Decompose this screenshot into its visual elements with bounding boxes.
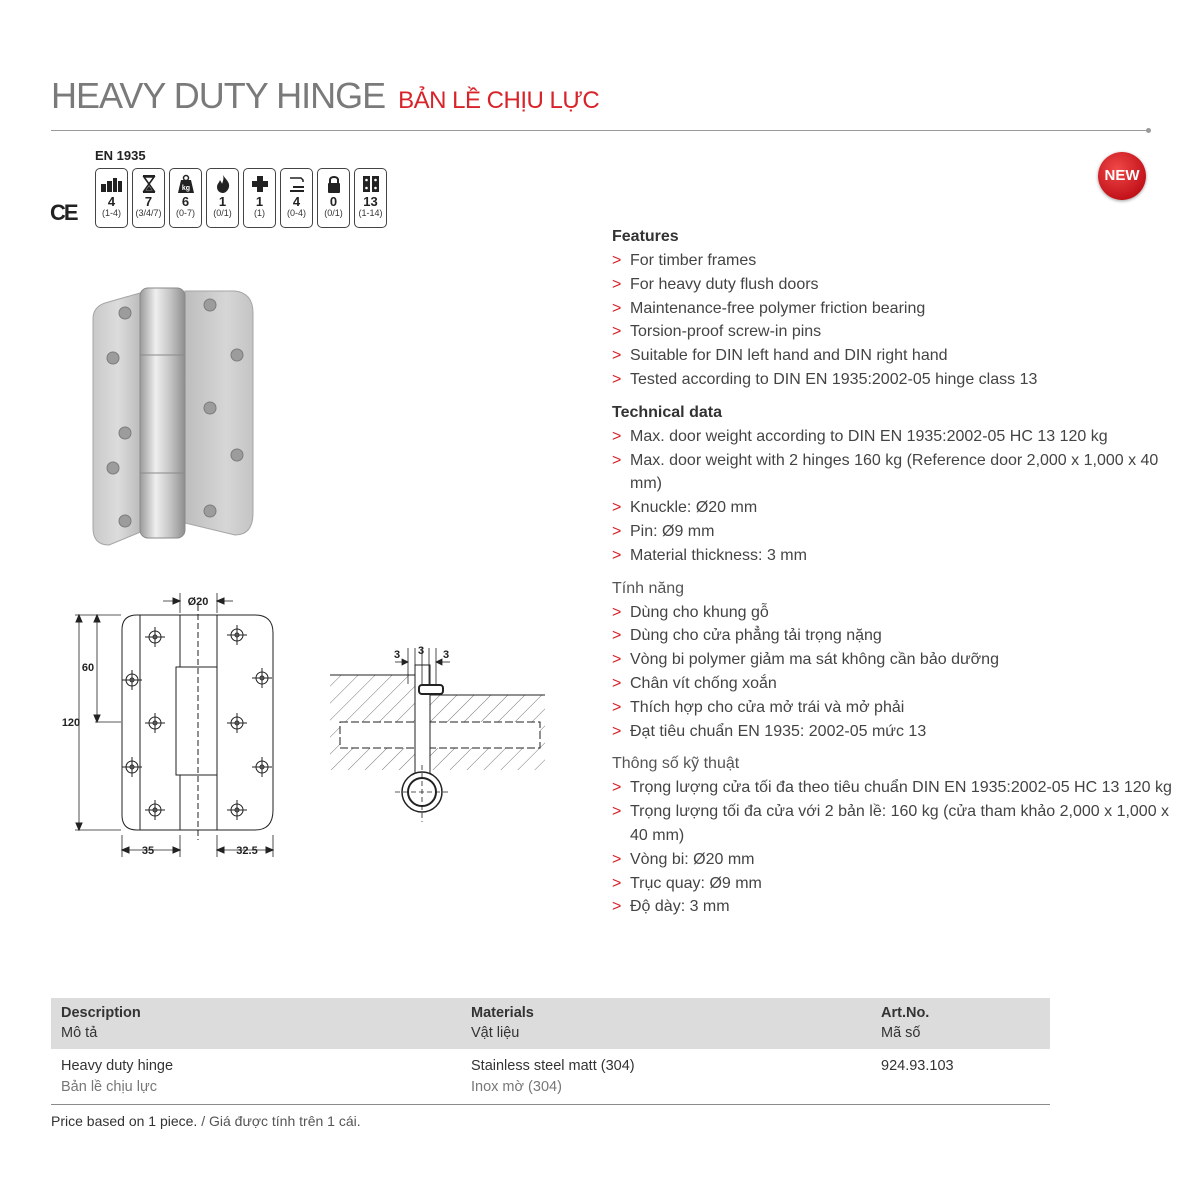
list-item: > Dùng cho cửa phẳng tải trọng nặng — [612, 624, 1172, 648]
class-value: 7 — [144, 194, 153, 209]
footnote-en: Price based on 1 piece. — [51, 1113, 198, 1129]
cell-material: Stainless steel matt (304) Inox mờ (304) — [461, 1049, 871, 1105]
list-item: > Trọng lượng cửa tối đa theo tiêu chuẩn DIN EN 1935:2002-05 HC 13 120 kg — [612, 776, 1172, 800]
list-item: > Knuckle: Ø20 mm — [612, 496, 1172, 520]
table-header-row — [51, 998, 1050, 1049]
security-lock-icon — [324, 173, 344, 195]
list-item: > For timber frames — [612, 249, 1172, 273]
list-item: > Trục quay: Ø9 mm — [612, 872, 1172, 896]
technical-vi-list — [612, 776, 1172, 919]
title-vi: BẢN LỀ CHỊU LỰC — [398, 87, 600, 114]
hinge-product-image — [85, 283, 260, 558]
list-item: > Suitable for DIN left hand and DIN right hand — [612, 344, 1172, 368]
class-value: 4 — [292, 194, 301, 209]
list-item: > Trọng lượng tối đa cửa với 2 bản lề: 160 kg (cửa tham khảo 2,000 x 1,000 x 40 mm) — [612, 800, 1172, 848]
dim-section-left: 3 — [393, 649, 401, 661]
header-rule — [51, 130, 1148, 131]
list-item: > Material thickness: 3 mm — [612, 544, 1172, 568]
footnote-vi: / Giá được tính trên 1 cái. — [201, 1113, 361, 1129]
description-column — [612, 228, 1172, 919]
list-item: > Độ dày: 3 mm — [612, 895, 1172, 919]
cell-description: Heavy duty hinge Bản lề chịu lực — [51, 1049, 461, 1105]
new-badge: NEW — [1098, 152, 1146, 200]
class-value: 1 — [218, 194, 227, 209]
class-range: (1-14) — [358, 208, 383, 218]
class-range: (0-7) — [175, 208, 195, 218]
dim-section-mid: 3 — [417, 645, 425, 657]
class-range: (0/1) — [324, 208, 343, 218]
features-heading: Features — [612, 228, 679, 245]
header-rule-dot — [1146, 128, 1151, 133]
dim-leaf-right-label: 32.5 — [236, 845, 258, 857]
list-item: > Max. door weight with 2 hinges 160 kg (Reference door 2,000 x 1,000 x 40 mm) — [612, 449, 1172, 497]
list-item: > Torsion-proof screw-in pins — [612, 320, 1172, 344]
hinge-dimension-drawing — [55, 585, 295, 865]
technical-list — [612, 425, 1172, 568]
svg-text:kg: kg — [181, 185, 190, 192]
col-art-no: Art.No. Mã số — [871, 998, 1050, 1049]
cell-art-no: 924.93.103 — [871, 1049, 1050, 1105]
hinge-grade-icon — [361, 173, 381, 195]
list-item: > Pin: Ø9 mm — [612, 520, 1172, 544]
classification-box — [169, 168, 202, 228]
list-item: > Dùng cho khung gỗ — [612, 601, 1172, 625]
list-item: > For heavy duty flush doors — [612, 273, 1172, 297]
class-value: 6 — [181, 194, 190, 209]
classification-box — [95, 168, 128, 228]
corrosion-resistance-icon — [287, 173, 307, 195]
classification-box — [317, 168, 350, 228]
page-title — [51, 75, 599, 117]
safety-cross-icon — [250, 173, 270, 195]
technical-vi-heading: Thông số kỹ thuật — [612, 755, 740, 773]
durability-hourglass-icon — [139, 173, 159, 195]
col-materials: Materials Vật liệu — [461, 998, 871, 1049]
dim-leaf-left-label: 35 — [141, 845, 155, 857]
class-value: 13 — [363, 194, 378, 209]
dim-height-half-label: 60 — [81, 662, 95, 674]
list-item: > Tested according to DIN EN 1935:2002-05 hinge class 13 — [612, 368, 1172, 392]
standard-label: EN 1935 — [95, 148, 146, 163]
list-item: > Vòng bi polymer giảm ma sát không cần bảo dưỡng — [612, 648, 1172, 672]
price-footnote — [51, 1113, 361, 1129]
usage-category-icon — [99, 173, 125, 195]
list-item: > Max. door weight according to DIN EN 1935:2002-05 HC 13 120 kg — [612, 425, 1172, 449]
classification-box — [243, 168, 276, 228]
fire-resistance-flame-icon — [213, 173, 233, 195]
class-range: (1) — [254, 208, 265, 218]
list-item: > Chân vít chống xoắn — [612, 672, 1172, 696]
door-mass-kg-icon — [176, 173, 196, 195]
ce-mark: CE — [50, 200, 77, 225]
features-vi-list — [612, 601, 1172, 744]
hinge-section-drawing — [325, 640, 550, 825]
dim-height-total-label: 120 — [61, 717, 81, 729]
col-description: Description Mô tả — [51, 998, 461, 1049]
classification-box — [132, 168, 165, 228]
dim-section-right: 3 — [442, 649, 450, 661]
classification-box — [206, 168, 239, 228]
classification-box — [280, 168, 313, 228]
list-item: > Thích hợp cho cửa mở trái và mở phải — [612, 696, 1172, 720]
class-range: (0/1) — [213, 208, 232, 218]
list-item: > Đạt tiêu chuẩn EN 1935: 2002-05 mức 13 — [612, 720, 1172, 744]
technical-heading: Technical data — [612, 403, 722, 421]
article-table — [51, 998, 1050, 1105]
class-value: 1 — [255, 194, 264, 209]
class-range: (3/4/7) — [135, 208, 162, 218]
features-vi-heading: Tính năng — [612, 579, 685, 597]
dim-knuckle-label: Ø20 — [187, 596, 209, 608]
title-en: HEAVY DUTY HINGE — [51, 75, 386, 116]
table-row — [51, 1049, 1050, 1105]
class-range: (1-4) — [101, 208, 121, 218]
features-list — [612, 249, 1172, 392]
class-value: 0 — [329, 194, 338, 209]
class-range: (0-4) — [286, 208, 306, 218]
list-item: > Vòng bi: Ø20 mm — [612, 848, 1172, 872]
class-value: 4 — [107, 194, 116, 209]
list-item: > Maintenance-free polymer friction bearing — [612, 297, 1172, 321]
classification-box — [354, 168, 387, 228]
classification-row — [95, 168, 387, 228]
